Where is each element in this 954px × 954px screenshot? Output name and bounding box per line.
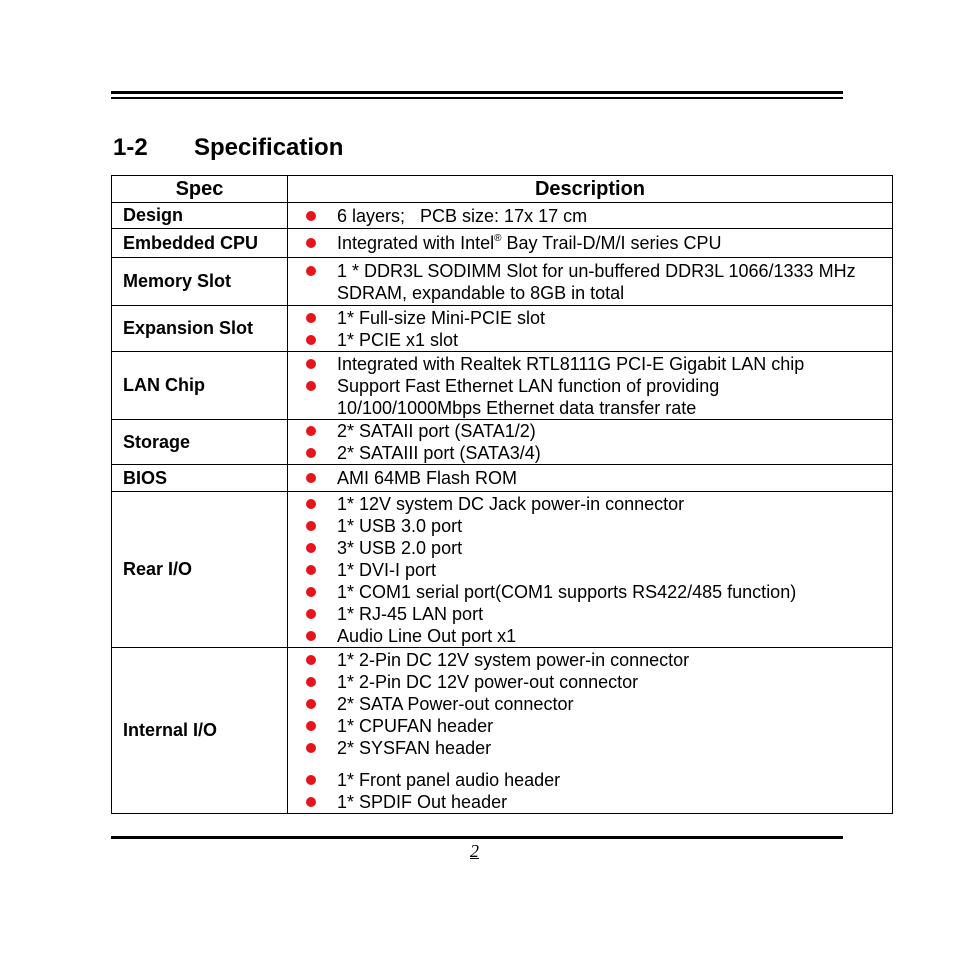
header-rule-thick	[111, 91, 843, 94]
list-item: 2* SATAII port (SATA1/2)	[288, 420, 892, 442]
table-row	[112, 258, 893, 306]
list-item: 3* USB 2.0 port	[288, 537, 892, 559]
list-item: Integrated with Realtek RTL8111G PCI-E Gigabit LAN chip	[288, 353, 892, 375]
spec-name: Embedded CPU	[112, 229, 288, 258]
header-rule-thin	[111, 97, 843, 99]
section-number: 1-2	[113, 134, 148, 161]
column-header-spec: Spec	[112, 176, 288, 203]
bullet-icon	[306, 743, 316, 753]
bullet-icon	[306, 448, 316, 458]
bullet-icon	[306, 359, 316, 369]
column-header-description: Description	[288, 176, 893, 203]
footer-rule	[111, 836, 843, 839]
list-item: 1* 12V system DC Jack power-in connector	[288, 493, 892, 515]
spec-description	[288, 306, 893, 352]
bullet-icon	[306, 631, 316, 641]
spec-description	[288, 492, 893, 648]
bullet-icon	[306, 721, 316, 731]
list-item: 1* Full-size Mini-PCIE slot	[288, 307, 892, 329]
table-row	[112, 420, 893, 465]
list-item: 6 layers; PCB size: 17x 17 cm	[288, 205, 892, 227]
spec-description	[288, 648, 893, 814]
table-row	[112, 465, 893, 492]
spec-description	[288, 229, 893, 258]
spec-name: Expansion Slot	[112, 306, 288, 352]
spec-table	[111, 175, 893, 814]
bullet-icon	[306, 473, 316, 483]
section-heading	[113, 134, 343, 162]
list-item-continuation: SDRAM, expandable to 8GB in total	[337, 282, 625, 303]
spec-description	[288, 203, 893, 229]
bullet-icon	[306, 313, 316, 323]
bullet-icon	[306, 699, 316, 709]
table-row	[112, 306, 893, 352]
spec-name: BIOS	[112, 465, 288, 492]
bullet-icon	[306, 521, 316, 531]
table-row	[112, 352, 893, 420]
list-item: 2* SATA Power-out connector	[288, 693, 892, 715]
list-item: 1* RJ-45 LAN port	[288, 603, 892, 625]
bullet-icon	[306, 677, 316, 687]
bullet-icon	[306, 655, 316, 665]
list-item: 1* USB 3.0 port	[288, 515, 892, 537]
bullet-icon	[306, 238, 316, 248]
list-item: 1* 2-Pin DC 12V system power-in connector	[288, 649, 892, 671]
list-item: 1* 2-Pin DC 12V power-out connector	[288, 671, 892, 693]
table-row	[112, 492, 893, 648]
bullet-icon	[306, 426, 316, 436]
registered-mark: ®	[494, 233, 502, 244]
table-row	[112, 203, 893, 229]
bullet-icon	[306, 381, 316, 391]
list-item: 1* CPUFAN header	[288, 715, 892, 737]
list-item: Support Fast Ethernet LAN function of providing	[288, 375, 892, 397]
list-item: 1 * DDR3L SODIMM Slot for un-buffered DDR3L 1066/1333 MHz	[288, 260, 892, 282]
list-item: Audio Line Out port x1	[288, 625, 892, 647]
bullet-icon	[306, 266, 316, 276]
spec-name: Design	[112, 203, 288, 229]
list-item: 1* Front panel audio header	[288, 769, 892, 791]
table-row	[112, 648, 893, 814]
bullet-icon	[306, 775, 316, 785]
list-item: 1* SPDIF Out header	[288, 791, 892, 813]
list-item: 1* PCIE x1 slot	[288, 329, 892, 351]
section-title: Specification	[194, 134, 344, 161]
list-item: 1* DVI-I port	[288, 559, 892, 581]
spec-name: Rear I/O	[112, 492, 288, 648]
spec-name: Internal I/O	[112, 648, 288, 814]
spec-description	[288, 465, 893, 492]
bullet-icon	[306, 211, 316, 221]
bullet-icon	[306, 499, 316, 509]
bullet-icon	[306, 609, 316, 619]
list-item-continuation: 10/100/1000Mbps Ethernet data transfer rate	[337, 397, 697, 418]
bullet-icon	[306, 587, 316, 597]
bullet-icon	[306, 543, 316, 553]
spec-name: Storage	[112, 420, 288, 465]
list-item: 2* SATAIII port (SATA3/4)	[288, 442, 892, 464]
bullet-icon	[306, 797, 316, 807]
spec-description	[288, 258, 893, 306]
list-item: Integrated with Intel® Bay Trail-D/M/I series CPU	[288, 232, 892, 254]
table-header-row	[112, 176, 893, 203]
list-item: 2* SYSFAN header	[288, 737, 892, 759]
list-item: AMI 64MB Flash ROM	[288, 467, 892, 489]
page-number: 2	[470, 841, 479, 861]
bullet-icon	[306, 335, 316, 345]
list-item: 1* COM1 serial port(COM1 supports RS422/485 function)	[288, 581, 892, 603]
spec-name: Memory Slot	[112, 258, 288, 306]
spec-description	[288, 420, 893, 465]
table-row	[112, 229, 893, 258]
spec-name: LAN Chip	[112, 352, 288, 420]
spec-description	[288, 352, 893, 420]
bullet-icon	[306, 565, 316, 575]
